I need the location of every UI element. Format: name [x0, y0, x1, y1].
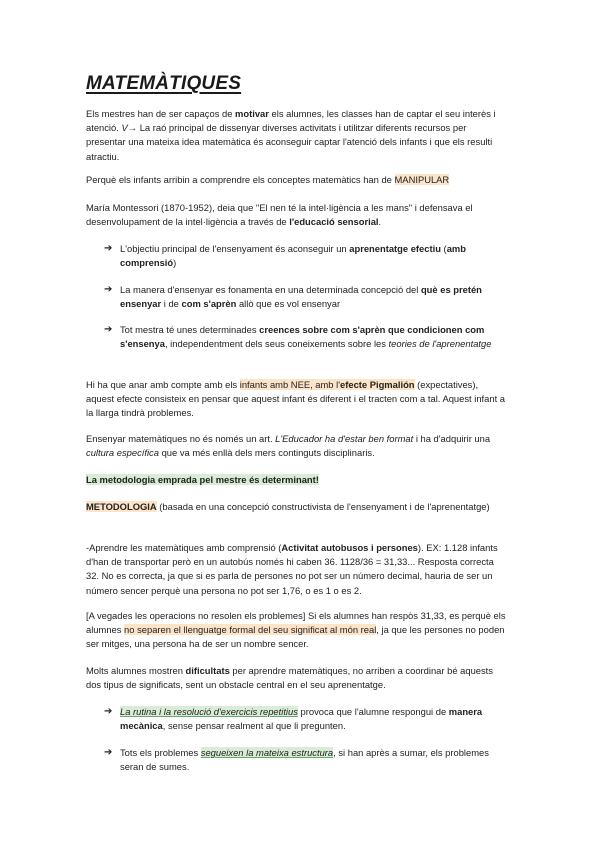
list-item: ➔ Tot mestra té unes determinades creences sobre com s'aprèn que condicionen com s'ensenya, independentment dels seus coneixements sobre les teories de l'aprenentatge — [104, 324, 492, 350]
paragraph-metodologia-determinant — [86, 473, 506, 487]
arrow-right-icon: ➔ — [104, 706, 113, 717]
paragraph-dificultats: Molts alumnes mostren dificultats per aprendre matemàtiques, no arriben a coordinar bé aquests dos tipus de significats, sent un obstacle central en el seu aprenentatge. — [86, 665, 493, 691]
paragraph-pigmalion: Hi ha que anar amb compte amb els infants amb NEE, amb l'efecte Pigmalión (expectatives), aquest efecte consisteix en pensar que aquest infant és diferent i el tracten com a tal. Aquest infant a la llarga tindrà problemes. — [86, 379, 506, 419]
highlight-rutina: La rutina i la resolució d'exercicis repetitius — [120, 706, 298, 717]
highlight-manipular: MANIPULAR — [394, 174, 450, 185]
paragraph-manipular: Perquè els infants arribin a comprendre els conceptes matemàtics han de MANIPULAR — [86, 174, 450, 185]
page-title: MATEMÀTIQUES — [86, 73, 242, 94]
paragraph-operacions: [A vegades les operacions no resolen els problemes] Si els alumnes han respòs 31,33, es perquè els alumnes no separen el llenguatge formal del seu significat al món real, ja que les persones no poden ser mitges, una persona ha de ser un nombre sencer. — [86, 610, 506, 650]
highlight-metodologia: METODOLOGIA — [86, 501, 157, 512]
highlight-nee: infants amb NEE, amb l' — [239, 379, 341, 390]
highlight-llenguatge-formal: no separen el llenguatge formal del seu significat al món real — [124, 624, 377, 636]
arrow-right-icon: ➔ — [104, 243, 113, 254]
arrow-right-icon: ➔ — [104, 324, 113, 335]
list-item: ➔ L'objectiu principal de l'ensenyament és aconseguir un aprenentatge efectiu (amb comprensió) — [104, 243, 466, 269]
list-item: ➔ La rutina i la resolució d'exercicis repetitius provoca que l'alumne respongui de manera mecànica, sense pensar realment al que li pregunten. — [104, 706, 483, 732]
paragraph-autobusos: -Aprendre les matemàtiques amb comprensió (Activitat autobusos i persones). EX: 1.128 infants d'han de transportar però en un autobús només hi caben 36. 1128/36 = 31,33... Resposta correcta 32. No es correcta, ja que si es parla de persones no pot ser un número decimal, hauria de ser un número sencer perquè una persona no pot ser 1,76, o es 1 o es 2. — [86, 542, 498, 596]
paragraph-metodologia: METODOLOGIA (basada en una concepció constructivista de l'ensenyament i de l'aprenentatge) — [86, 501, 490, 512]
highlight-pigmalion: efecte Pigmalión — [340, 379, 415, 390]
highlight-estructura: segueixen la mateixa estructura — [200, 747, 334, 758]
paragraph-educador: Ensenyar matemàtiques no és només un art. L'Educador ha d'estar ben format i ha d'adquirir una cultura específica que va més enllà dels mers continguts disciplinaris. — [86, 433, 491, 459]
paragraph-motivation: Els mestres han de ser capaços de motivar els alumnes, les classes han de captar el seu interès i atenció. V→ La raó principal de dissenyar diverses activitats i utilitzar diferents recursos per presentar una mateixa idea matemàtica és aconseguir captar l'atenció dels infants i que els resulti atractiu. — [86, 108, 496, 162]
arrow-right-icon: ➔ — [104, 747, 113, 758]
arrow-right-icon: ➔ — [104, 284, 113, 295]
highlight-metodologia-determinant: La metodologia emprada pel mestre és determinant! — [86, 474, 319, 485]
paragraph-montessori: María Montessori (1870-1952), deia que "El nen té la intel·ligència a les mans" i defensava el desenvolupament de la intel·ligència a través de l'educació sensorial. — [86, 202, 473, 228]
list-item: ➔ La manera d'ensenyar es fonamenta en una determinada concepció del què es pretén ensenyar i de com s'aprèn allò que es vol ensenyar — [104, 284, 482, 310]
list-item: ➔ Tots els problemes segueixen la mateixa estructura, si han après a sumar, els problemes seran de sumes. — [104, 747, 489, 773]
